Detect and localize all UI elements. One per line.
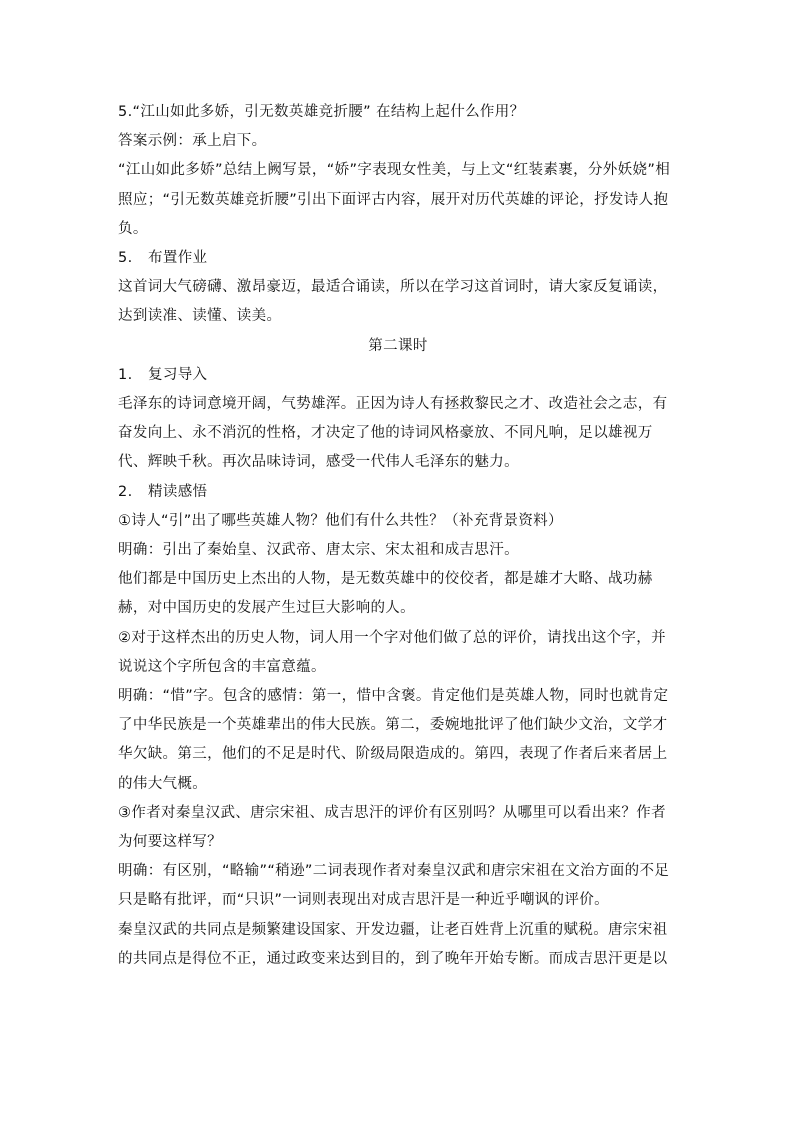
section-heading-review (118, 361, 678, 390)
answer-3-detail: 秦皇汉武的共同点是频繁建设国家、开发边疆，让老百姓背上沉重的赋税。唐宗宋祖的共同点是得位不正，通过政变来达到目的，到了晚年开始专断。而成吉思汗更是以 (118, 921, 668, 967)
section-title: 复习导入 (148, 366, 208, 383)
section-number: 2. (118, 483, 133, 500)
question-text: “江山如此多娇，引无数英雄竞折腰” 在结构上起什么作用？ (132, 104, 525, 120)
section-title: 精读感悟 (148, 483, 208, 500)
question-number: 5. (118, 104, 133, 120)
question-5-heading (118, 98, 678, 127)
review-paragraph: 毛泽东的诗词意境开阔，气势雄浑。正因为诗人有拯救黎民之才、改造社会之志，有奋发向上、永不消沉的性格，才决定了他的诗词风格豪放、不同凡响，足以雄视万代、辉映千秋。再次品味诗词，感受一代伟人毛泽东的魅力。 (118, 396, 668, 471)
answer-1-detail: 他们都是中国历史上杰出的人物，是无数英雄中的佼佼者，都是雄才大略、战功赫赫，对中国历史的发展产生过巨大影响的人。 (118, 571, 653, 617)
document-body (118, 98, 678, 974)
section-number: 1. (118, 366, 133, 383)
question-2: ②对于这样杰出的历史人物，词人用一个字对他们做了总的评价，请找出这个字，并说说这个字所包含的丰富意蕴。 (118, 629, 666, 675)
section-heading-homework (118, 244, 678, 273)
answer-2: 明确：“惜”字。包含的感情：第一，惜中含褒。肯定他们是英雄人物，同时也就肯定了中华民族是一个英雄辈出的伟大民族。第二，委婉地批评了他们缺少文治，文学才华欠缺。第三，他们的不足是时代、阶级局限造成的。第四，表现了作者后来者居上的伟大气概。 (118, 688, 669, 792)
answer-1: 明确：引出了秦始皇、汉武帝、唐太宗、宋太祖和成吉思汗。 (118, 542, 519, 559)
question-3: ③作者对秦皇汉武、唐宗宋祖、成吉思汗的评价有区别吗？从哪里可以看出来？作者为何要这样写？ (118, 804, 666, 851)
answer-3: 明确：有区别，“略输”“稍逊”二词表现作者对秦皇汉武和唐宗宋祖在文治方面的不足只是略有批评，而“只识”一词则表现出对成吉思汗是一种近乎嘲讽的评价。 (118, 863, 670, 909)
question-1: ①诗人“引”出了哪些英雄人物？他们有什么共性？（补充背景资料） (118, 512, 563, 529)
answer-explanation: “江山如此多娇”总结上阙写景，“娇”字表现女性美，与上文“红装素裹，分外妖娆”相照应；“引无数英雄竞折腰”引出下面评古内容，展开对历代英雄的评论，抒发诗人抱负。 (118, 162, 671, 237)
answer-example: 答案示例：承上启下。 (118, 133, 267, 150)
section-heading-close-reading (118, 478, 678, 507)
section-number: 5. (118, 250, 133, 267)
homework-paragraph: 这首词大气磅礴、激昂豪迈，最适合诵读，所以在学习这首词时，请大家反复诵读，达到读准、读懂、读美。 (118, 279, 668, 325)
lesson-title-second: 第二课时 (368, 337, 428, 354)
section-title: 布置作业 (148, 250, 208, 267)
